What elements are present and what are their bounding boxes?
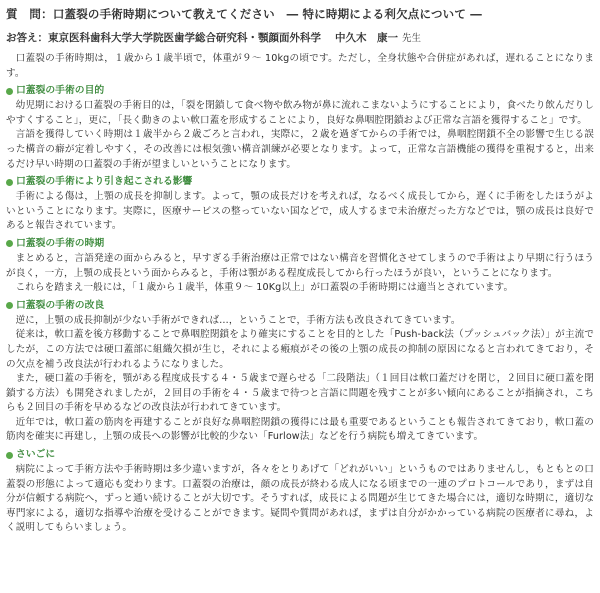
section-heading: 口蓋裂の手術の時期 [6,237,594,251]
section-effects [6,175,594,234]
answer-line [6,28,594,48]
section-timing [6,237,594,296]
paragraph: また，硬口蓋の手術を，顎がある程度成長する４・５歳まで遅らせる「二段階法」（１回目は軟口蓋だけを閉じ，２回目に硬口蓋を閉鎖する方法）も開発されましたが，２回目の手術を４・５歳まで待つと言語に問題を残すことが多い傾向にあることが指摘され，こちらも２回目の手術を早めるなどの改良法が行われてきています。 [6,373,594,414]
answer-affiliation: 東京医科歯科大学大学院医歯学総合研究科・顎顔面外科学 [48,32,321,44]
section-heading: 口蓋裂の手術により引き起こされる影響 [6,175,594,189]
section-conclusion [6,448,594,536]
bullet-icon [6,240,13,247]
paragraph: 従来は，軟口蓋を後方移動することで鼻咽腔閉鎖をより確実にすることを目的とした「Push-back法（プッシュバック法）」が主流でしたが，この方法では硬口蓋部に組織欠損が生じ，それによる瘢痕がその後の上顎の成長の抑制の原因になると言われてきており，その欠点を補う改良法が行われるようになりました。 [6,329,594,370]
section-heading: さいごに [6,448,594,462]
paragraph: 逆に，上顎の成長抑制が少ない手術ができれば…，ということで，手術方法も改良されてきています。 [15,314,461,326]
paragraph: 手術による傷は，上顎の成長を抑制します。よって，顎の成長だけを考えれば，なるべく成長してから，遅くに手術をしたほうがよいということになります。実際に，医療サービスの整っていない国などで，成人するまで未治療だった方などでは，顎の成長は良好であると報告されています。 [6,191,594,232]
intro-paragraph: 口蓋裂の手術時期は，１歳から１歳半頃で，体重が９～ 10kgの頃です。ただし，全身状態や合併症があれば，遅れることになります。 [6,53,594,79]
paragraph: 幼児期における口蓋裂の手術目的は，「裂を閉鎖して食べ物や飲み物が鼻に流れこまないようにすることにより，食べたり飲んだりしやすくすること」，更に，「長く動きのよい軟口蓋を形成することにより，良好な鼻咽腔閉鎖および正常な言語を獲得すること」です。 [6,100,594,126]
question-text: 口蓋裂の手術時期について教えてください ― 特に時期による利欠点について ― [52,7,482,21]
answer-title: 先生 [402,33,422,44]
answer-label: お答え： [6,32,48,44]
paragraph: 病院によって手術方法や手術時期は多少違いますが，各々をとりあげて「どれがいい」というものではありませんし，もともとの口蓋裂の形態によって適応も変わります。口蓋裂の治療は，顔の成長が終わる成人になる頃までの一連のプロトコールであり，まずは自分が信頼する病院へ，ずっと通い続けることが大切です。そうすれば，成長による問題が生じてきた場合には，適切な時期に，適切な専門家による，適切な指導や治療を受けることができます。疑問や質問があれば，まずは自分がかかっている病院の医療者に尋ね，よく説明してもらいましょう。 [6,464,594,534]
section-purpose [6,84,594,172]
section-improvements [6,299,594,445]
section-heading: 口蓋裂の手術の目的 [6,84,594,98]
bullet-icon [6,302,13,309]
answer-name: 中久木 康一 [335,32,398,44]
section-heading: 口蓋裂の手術の改良 [6,299,594,313]
paragraph: 近年では，軟口蓋の筋肉を再建することが良好な鼻咽腔閉鎖の獲得には最も重要であるということも報告されてきており，軟口蓋の筋肉を確実に再建し，上顎の成長への影響が比較的少ない「Furlow法」などを行う病院も増えてきています。 [6,416,594,443]
paragraph: 言語を獲得していく時期は１歳半から２歳ごろと言われ，実際に，２歳を過ぎてからの手術では，鼻咽腔閉鎖不全の影響で生じる誤った構音の癖が定着しやすく，その改善には根気強い構音訓練が必要となります。よって，正常な言語機能の獲得を重視すると，出来るだけ早い時期の口蓋裂の手術が望ましいということになります。 [6,129,594,170]
question-label: 質 問： [6,7,53,21]
paragraph: これらを踏まえ一般には，「１歳から１歳半，体重９～ 10Kg以上」が口蓋裂の手術時期には適当とされています。 [15,282,514,294]
bullet-icon [6,179,13,186]
question-line [6,4,594,24]
bullet-icon [6,88,13,95]
paragraph: まとめると，言語発達の面からみると，早すぎる手術治療は正常ではない構音を習慣化させてしまうので手術はより早期に行うほうが良く，一方，上顎の成長という面からみると，手術は顎がある程度成長してから行ったほうが良い，ということになります。 [6,252,594,279]
bullet-icon [6,452,13,459]
